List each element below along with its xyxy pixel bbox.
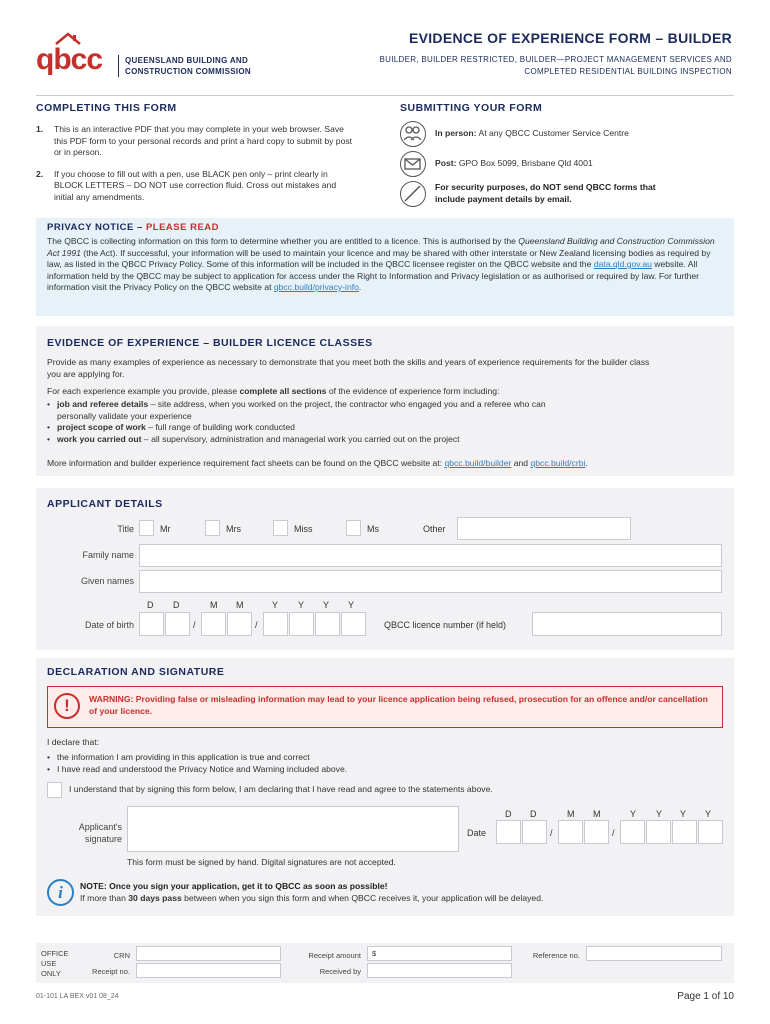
experience-section: EVIDENCE OF EXPERIENCE – BUILDER LICENCE CLASSES Provide as many examples of experience as necessary to demonstrate that you meet both the skills and years of experience requirements for the builder class you are applying for. For each experience example you provide, please complete all sections of the evidence of experience form including: • job and referee details – site address, when you worked on the project, the contractor who engaged you and a referee who can personally validate your experience • project scope of work – full range of building work conducted • work you carried out – all supervisory, administration and managerial work you carried out on the project More information and builder experience requirement fact sheets can be found on the QBCC website at: qbcc.build/builder and qbcc.build/crbi. bbox=[36, 326, 734, 476]
sign-date-month-1[interactable] bbox=[558, 820, 583, 844]
list-item: • the information I am providing in this application is true and correct bbox=[47, 752, 647, 764]
signature-field[interactable] bbox=[127, 806, 459, 852]
dob-day-1[interactable] bbox=[139, 612, 164, 636]
people-icon bbox=[400, 121, 426, 147]
title-miss-checkbox[interactable] bbox=[273, 520, 288, 536]
info-icon: i bbox=[47, 879, 74, 906]
declaration-list bbox=[47, 752, 647, 775]
dob-year-1[interactable] bbox=[263, 612, 288, 636]
list-item: • I have read and understood the Privacy Notice and Warning included above. bbox=[47, 764, 647, 776]
page-title: EVIDENCE OF EXPERIENCE FORM – BUILDER bbox=[408, 30, 732, 46]
page-subtitle: BUILDER, BUILDER RESTRICTED, BUILDER—PROJECT MANAGEMENT SERVICES AND COMPLETED RESIDENTIAL BUILDING INSPECTION bbox=[379, 55, 732, 76]
declaration-title: DECLARATION AND SIGNATURE bbox=[47, 666, 225, 678]
reference-no-field[interactable] bbox=[586, 946, 722, 961]
office-use-label: OFFICE USE ONLY bbox=[41, 949, 69, 978]
declaration-checkbox[interactable] bbox=[47, 782, 62, 798]
security-note: For security purposes, do NOT send QBCC forms that include payment details by email. bbox=[435, 182, 656, 204]
title-ms-checkbox[interactable] bbox=[346, 520, 361, 536]
completing-title: COMPLETING THIS FORM bbox=[36, 102, 177, 114]
licence-number-field[interactable] bbox=[532, 612, 722, 636]
submitting-title: SUBMITTING YOUR FORM bbox=[400, 102, 543, 114]
privacy-text: The QBCC is collecting information on this form to determine whether you are entitled to a licence. This is authorised by the Queensland Building and Construction Commission Act 1991 (the Act). If successful, your information will be used to maintain your licence and may be shared with other interstate or New Zealand licensing bodies as required by law, as listed in the QBCC Privacy Policy. Some of this information will be included in the QBCC licensee register on the QBCC website and the data.qld.gov.au website. All information held by the QBCC may be subject to application for access under the Right to Information and Privacy legislation or as authorised or required by law. For further information visit the Privacy Policy on the QBCC website at qbcc.build/privacy-info. bbox=[47, 236, 715, 292]
sign-date-year-2[interactable] bbox=[646, 820, 671, 844]
org-name: QUEENSLAND BUILDING AND CONSTRUCTION COMMISSION bbox=[118, 55, 251, 77]
post-line: Post: GPO Box 5099, Brisbane Qld 4001 bbox=[435, 158, 593, 168]
builder-link[interactable]: qbcc.build/builder bbox=[444, 458, 512, 468]
completing-list: 1. This is an interactive PDF that you may complete in your web browser. Save this PDF form to your personal records and print a hard copy to submit by post or in person. 2. If you choose to fill out with a pen, use BLACK pen only – print clearly in BLOCK LETTERS – DO NOT use correction fluid. Cross out mistakes and initial any amendments. bbox=[36, 124, 353, 202]
dob-month-1[interactable] bbox=[201, 612, 226, 636]
privacy-notice: PRIVACY NOTICE – PLEASE READ The QBCC is collecting information on this form to determine whether you are entitled to a licence. This is authorised by the Queensland Building and Construction Commission Act 1991 (the Act). If successful, your information will be used to maintain your licence and may be shared with other interstate or New Zealand licensing bodies as required by law, as listed in the QBCC Privacy Policy. Some of this information will be included in the QBCC licensee register on the QBCC website and the data.qld.gov.au website. All information held by the QBCC may be subject to application for access under the Right to Information and Privacy legislation or as authorised or required by law. For further information visit the Privacy Policy on the QBCC website at qbcc.build/privacy-info. bbox=[36, 218, 734, 316]
sign-date-day-1[interactable] bbox=[496, 820, 521, 844]
applicant-title: APPLICANT DETAILS bbox=[47, 498, 163, 510]
received-by-field[interactable] bbox=[367, 963, 512, 978]
dob-year-4[interactable] bbox=[341, 612, 366, 636]
title-mrs-checkbox[interactable] bbox=[205, 520, 220, 536]
title-other-field[interactable] bbox=[457, 517, 631, 540]
page-number: Page 1 of 10 bbox=[677, 991, 734, 1002]
sign-date-year-3[interactable] bbox=[672, 820, 697, 844]
experience-title: EVIDENCE OF EXPERIENCE – BUILDER LICENCE CLASSES bbox=[47, 337, 373, 349]
dob-day-2[interactable] bbox=[165, 612, 190, 636]
dob-month-2[interactable] bbox=[227, 612, 252, 636]
list-item: • job and referee details – site address, when you worked on the project, the contractor who engaged you and a referee who can personally validate your experience bbox=[47, 399, 557, 422]
divider bbox=[36, 95, 734, 96]
dob-year-2[interactable] bbox=[289, 612, 314, 636]
experience-list bbox=[47, 399, 557, 445]
receipt-no-field[interactable] bbox=[136, 963, 281, 978]
list-item: • work you carried out – all supervisory, administration and managerial work you carried out on the project bbox=[47, 434, 557, 446]
no-email-icon bbox=[400, 181, 426, 207]
form-code: 01-101 LA BEX v01 08_24 bbox=[36, 993, 119, 1000]
given-names-field[interactable] bbox=[139, 570, 722, 593]
crbi-link[interactable]: qbcc.build/crbi bbox=[530, 458, 586, 468]
privacy-info-link[interactable]: qbcc.build/privacy-info bbox=[273, 282, 359, 292]
warning-icon: ! bbox=[54, 693, 80, 719]
signature-note: This form must be signed by hand. Digital signatures are not accepted. bbox=[127, 857, 396, 867]
list-item: • project scope of work – full range of building work conducted bbox=[47, 422, 557, 434]
title-mr-checkbox[interactable] bbox=[139, 520, 154, 536]
sign-date-day-2[interactable] bbox=[522, 820, 547, 844]
sign-date-month-2[interactable] bbox=[584, 820, 609, 844]
in-person-line: In person: At any QBCC Customer Service Centre bbox=[435, 128, 629, 138]
receipt-amount-field[interactable]: $ bbox=[367, 946, 512, 961]
dob-year-3[interactable] bbox=[315, 612, 340, 636]
family-name-field[interactable] bbox=[139, 544, 722, 567]
sign-date-year-4[interactable] bbox=[698, 820, 723, 844]
crn-field[interactable] bbox=[136, 946, 281, 961]
warning-box: ! WARNING: Providing false or misleading information may lead to your licence application being refused, prosecution for an offence and/or cancellation of your licence. bbox=[47, 686, 723, 728]
mail-icon bbox=[400, 151, 426, 177]
sign-date-year-1[interactable] bbox=[620, 820, 645, 844]
data-qld-link[interactable]: data.qld.gov.au bbox=[593, 259, 652, 269]
logo-letters: qbcc bbox=[36, 43, 103, 76]
